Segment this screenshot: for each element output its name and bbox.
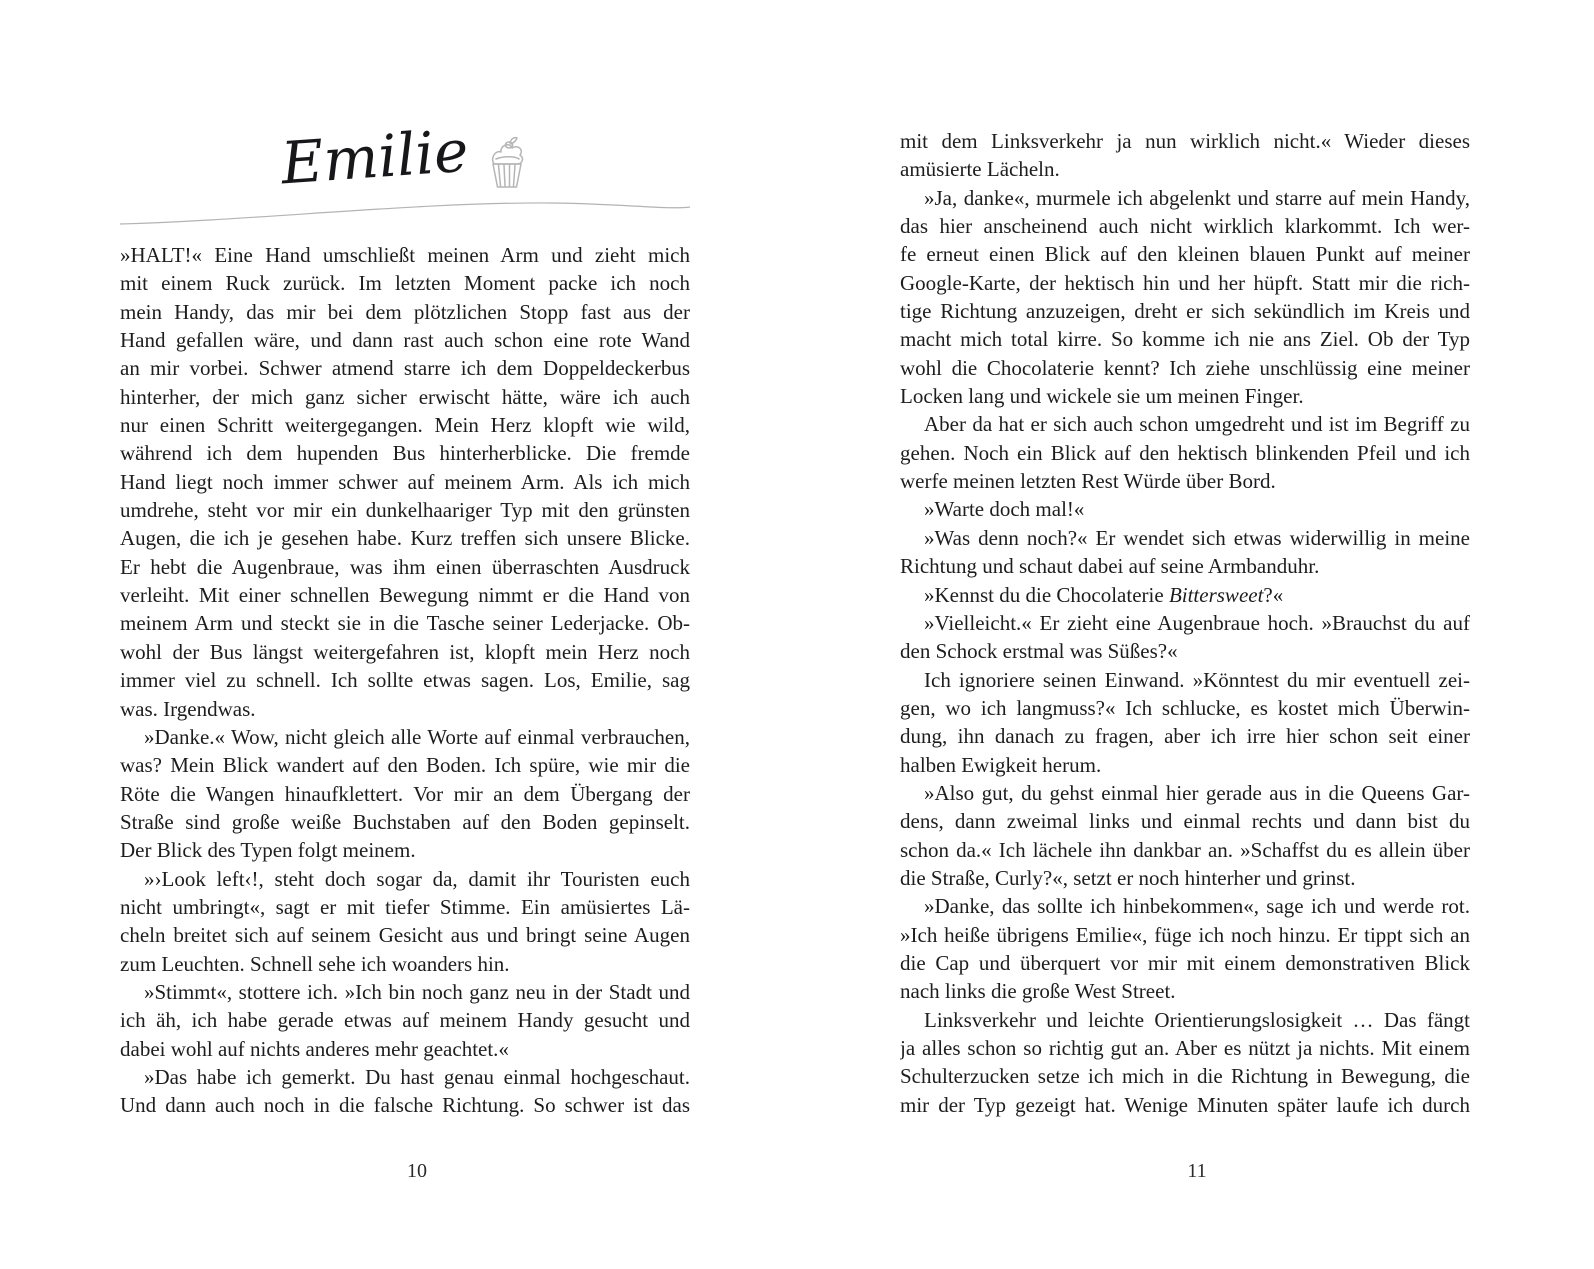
right-page [900,0,1470,1269]
text-line: Ich ignoriere seinen Einwand. »Könntest du mir eventuell zei- [924,667,1470,692]
text-line: gehen. Noch ein Blick auf den hektisch blinkenden Pfeil und ich [900,440,1470,465]
text-line: Linksverkehr und leichte Orientierungslosigkeit … Das fängt [924,1007,1470,1032]
text-line: »HALT!« Eine Hand umschließt meinen Arm und zieht mich [120,243,690,267]
text-line: dabei wohl auf nichts anderes mehr geachtet.« [120,1036,509,1061]
title-underline [120,190,690,235]
text-line: gen, wo ich langmuss?« Ich schlucke, es kostet mich Überwin- [900,695,1470,720]
page-number-left: 10 [407,1160,427,1182]
text-line: den Schock erstmal was Süßes?« [900,639,1178,664]
text-line: »Danke, das sollte ich hinbekommen«, sage ich und werde rot. [924,894,1470,919]
text-line: dung, ihn danach zu fragen, aber ich irre hier schon seit einer [900,724,1470,749]
text-line: mit dem Linksverkehr ja nun wirklich nicht.« Wieder dieses [900,129,1470,153]
text-line: macht mich total kirre. So komme ich nie ans Ziel. Ob der Typ [900,327,1470,352]
text-line: »Was denn noch?« Er wendet sich etwas widerwillig in meine [924,525,1470,550]
text-line: zum Leuchten. Schnell sehe ich woanders hin. [120,951,510,976]
text-line: Und dann auch noch in die falsche Richtung. So schwer ist das [120,1093,690,1118]
text-line: mir der Typ gezeigt hat. Wenige Minuten später laufe ich durch [900,1092,1470,1117]
text-line: cheln breitet sich auf seinem Gesicht aus und bringt seine Augen [120,923,690,948]
text-line: was. Irgendwas. [120,696,256,721]
text-line: umdrehe, steht vor mir ein dunkelhaariger Typ mit den grünsten [120,498,690,523]
text-line: tige Richtung anzuzeigen, dreht er sich sekündlich im Kreis und [900,299,1470,324]
text-line: Aber da hat er sich auch schon umgedreht und ist im Begriff zu [924,412,1470,437]
text-line: Er hebt die Augenbraue, was ihm einen überraschten Ausdruck [120,554,690,579]
text-line: ich äh, ich habe gerade etwas auf meinem Handy gesucht und [120,1008,690,1033]
text-line: während ich dem hupenden Bus hinterherblicke. Die fremde [120,441,690,466]
right-page-text [900,127,1470,1119]
text-line: »Kennst du die Chocolaterie Bittersweet?« [924,582,1284,607]
chapter-title [120,116,690,198]
text-line: Röte die Wangen hinaufklettert. Vor mir an dem Übergang der [120,781,690,806]
text-line: »Danke.« Wow, nicht gleich alle Worte auf einmal verbrauchen, [144,724,690,749]
text-line: mit einem Ruck zurück. Im letzten Moment packe ich noch [120,271,690,296]
text-line: meinem Arm und steckt sie in die Tasche seiner Lederjacke. Ob- [120,611,690,636]
text-line: nur einen Schritt weitergegangen. Mein Herz klopft wie wild, [120,413,690,438]
text-line: die Straße, Curly?«, setzt er noch hinterher und grinst. [900,865,1356,890]
text-line: nicht umbringt«, sagt er mit tiefer Stimme. Ein amüsiertes Lä- [120,894,690,919]
chapter-title-script: Emilie [279,116,471,198]
text-line: schon da.« Ich lächele ihn dankbar an. »Schaffst du es allein über [900,837,1470,862]
text-line: was? Mein Blick wandert auf den Boden. Ich spüre, wie mir die [120,753,690,778]
text-line: Schulterzucken setze ich mich in die Richtung in Bewegung, die [900,1064,1470,1089]
text-line: werfe meinen letzten Rest Würde über Bord. [900,469,1276,494]
text-line: mein Handy, das mir bei dem plötzlichen Stopp fast aus der [120,299,690,324]
text-line: Google-Karte, der hektisch hin und her hüpft. Statt mir die rich- [900,270,1470,295]
cupcake-icon [485,135,529,196]
text-line: die Cap und überquert vor mir mit einem demonstrativen Blick [900,950,1470,975]
text-line: Der Blick des Typen folgt meinem. [120,838,416,863]
text-line: Hand liegt noch immer schwer auf meinem Arm. Als ich mich [120,469,690,494]
text-line: Augen, die ich je gesehen habe. Kurz treffen sich unsere Blicke. [120,526,690,551]
text-line: »Stimmt«, stottere ich. »Ich bin noch ganz neu in der Stadt und [144,979,690,1004]
text-line: immer viel zu schnell. Ich sollte etwas sagen. Los, Emilie, sag [120,668,690,693]
text-line: hinterher, der mich ganz sicher erwischt hätte, wäre ich auch [120,384,690,409]
text-line: dens, dann zweimal links und einmal rechts und dann bist du [900,809,1470,834]
text-line: an mir vorbei. Schwer atmend starre ich dem Doppeldeckerbus [120,356,690,381]
text-line: wohl die Chocolaterie kennt? Ich ziehe unschlüssig eine meiner [900,355,1470,380]
text-line: amüsierte Lächeln. [900,157,1060,182]
text-line: Locken lang und wickele sie um meinen Finger. [900,384,1304,409]
text-line: wohl der Bus längst weitergefahren ist, klopft mein Herz noch [120,639,690,664]
text-line: halben Ewigkeit herum. [900,752,1102,777]
text-line: »Warte doch mal!« [924,497,1085,522]
text-line: verleiht. Mit einer schnellen Bewegung nimmt er die Hand von [120,583,690,608]
left-page [120,0,690,1269]
text-line: ja alles schon so richtig gut an. Aber es nützt ja nichts. Mit einem [900,1036,1470,1060]
text-line: Hand gefallen wäre, und dann rast auch schon eine rote Wand [120,328,690,353]
text-line: »Also gut, du gehst einmal hier gerade aus in die Queens Gar- [924,780,1470,805]
text-line: »›Look left‹!, steht doch sogar da, damit ihr Touristen euch [144,866,690,891]
text-line: »Vielleicht.« Er zieht eine Augenbraue hoch. »Brauchst du auf [924,610,1470,635]
text-line: »Ich heiße übrigens Emilie«, füge ich noch hinzu. Er tippt sich an [900,922,1470,947]
left-page-text [120,241,690,1120]
text-line: Straße sind große weiße Buchstaben auf den Boden gepinselt. [120,809,690,834]
text-line: nach links die große West Street. [900,979,1176,1004]
page-number-right: 11 [1187,1160,1207,1182]
text-line: Richtung und schaut dabei auf seine Armbanduhr. [900,554,1320,579]
text-line: »Das habe ich gemerkt. Du hast genau einmal hochgeschaut. [144,1064,690,1089]
text-line: »Ja, danke«, murmele ich abgelenkt und starre auf mein Handy, [924,185,1470,210]
text-line: das hier anscheinend auch nicht wirklich klarkommt. Ich wer- [900,214,1470,239]
text-line: fe erneut einen Blick auf den kleinen blauen Punkt auf meiner [900,242,1470,267]
